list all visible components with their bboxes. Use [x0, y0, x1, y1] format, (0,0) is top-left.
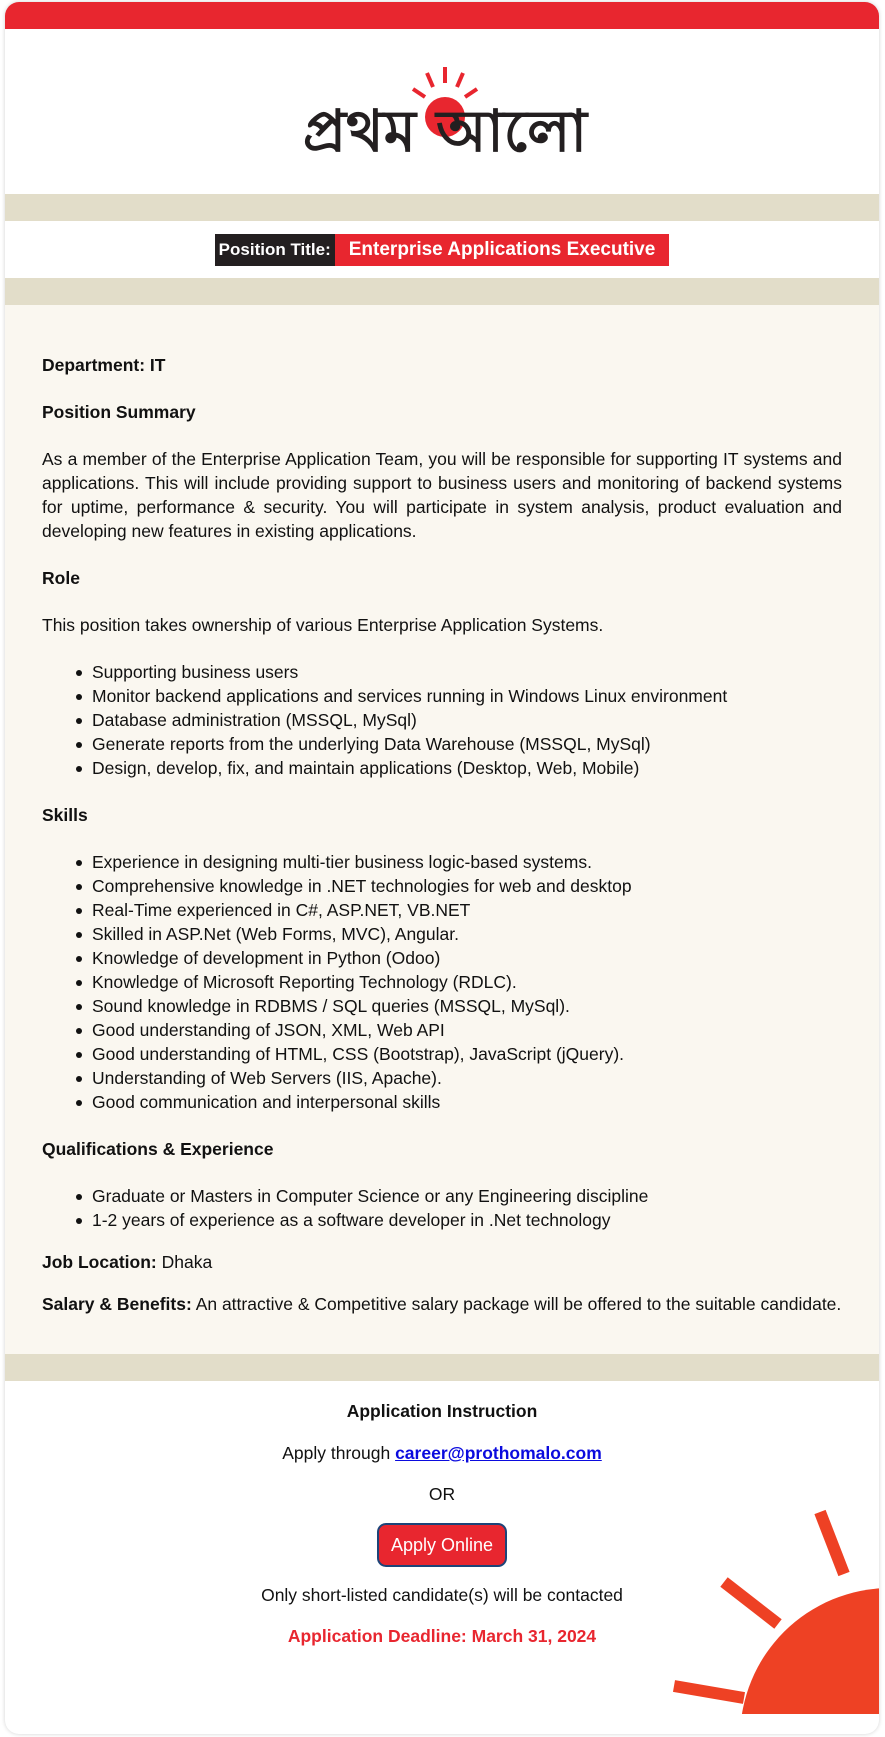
qualifications-heading: Qualifications & Experience	[42, 1139, 274, 1159]
divider-band	[5, 194, 879, 221]
summary-text: As a member of the Enterprise Application Team, you will be responsible for supporting IT systems and applications. This will include providing support to business users and monitoring of backend systems for uptime, performance & security. You will participate in system analysis, product evaluation and developing new features in existing applications.	[42, 449, 842, 541]
list-item: Real-Time experienced in C#, ASP.NET, VB.NET	[76, 898, 842, 922]
role-intro: This position takes ownership of various Enterprise Application Systems.	[42, 615, 604, 635]
divider-band	[5, 1354, 879, 1381]
role-list	[76, 660, 842, 780]
position-title-label: Position Title:	[215, 234, 335, 266]
job-description	[5, 305, 879, 1354]
list-item: Supporting business users	[76, 660, 842, 684]
apply-online-button[interactable]: Apply Online	[377, 1523, 507, 1567]
list-item: Design, develop, fix, and maintain applications (Desktop, Web, Mobile)	[76, 756, 842, 780]
svg-text:প্রথম আলো: প্রথম আলো	[302, 97, 588, 165]
career-email-link[interactable]: career@prothomalo.com	[395, 1443, 602, 1463]
list-item: Good communication and interpersonal skills	[76, 1090, 842, 1114]
list-item: 1-2 years of experience as a software developer in .Net technology	[76, 1208, 842, 1232]
salary-label: Salary & Benefits:	[42, 1294, 192, 1314]
list-item: Comprehensive knowledge in .NET technologies for web and desktop	[76, 874, 842, 898]
top-red-bar	[5, 2, 879, 29]
application-deadline: Application Deadline: March 31, 2024	[287, 1626, 597, 1646]
position-title-area	[5, 221, 879, 278]
list-item: Knowledge of development in Python (Odoo)	[76, 946, 842, 970]
or-text: OR	[428, 1484, 456, 1504]
list-item: Experience in designing multi-tier business logic-based systems.	[76, 850, 842, 874]
position-title-value: Enterprise Applications Executive	[335, 234, 670, 266]
list-item: Good understanding of HTML, CSS (Bootstrap), JavaScript (jQuery).	[76, 1042, 842, 1066]
shortlist-note: Only short-listed candidate(s) will be contacted	[261, 1585, 623, 1605]
list-item: Understanding of Web Servers (IIS, Apache).	[76, 1066, 842, 1090]
role-heading: Role	[42, 568, 80, 588]
skills-list	[76, 850, 842, 1114]
qualifications-list	[76, 1184, 842, 1232]
apply-through-line	[5, 1441, 879, 1465]
job-location-value: Dhaka	[161, 1252, 213, 1272]
job-location-label: Job Location:	[42, 1252, 157, 1272]
list-item: Skilled in ASP.Net (Web Forms, MVC), Angular.	[76, 922, 842, 946]
list-item: Sound knowledge in RDBMS / SQL queries (MSSQL, MySql).	[76, 994, 842, 1018]
prothom-alo-logo-icon	[255, 59, 635, 171]
list-item: Graduate or Masters in Computer Science or any Engineering discipline	[76, 1184, 842, 1208]
job-posting-card	[5, 2, 879, 1734]
list-item: Database administration (MSSQL, MySql)	[76, 708, 842, 732]
department-heading: Department: IT	[42, 355, 166, 375]
application-section	[5, 1381, 879, 1714]
list-item: Generate reports from the underlying Data Warehouse (MSSQL, MySql)	[76, 732, 842, 756]
skills-heading: Skills	[42, 805, 88, 825]
application-heading: Application Instruction	[346, 1401, 538, 1421]
divider-band	[5, 278, 879, 305]
position-title-badge	[215, 234, 670, 266]
list-item: Monitor backend applications and services running in Windows Linux environment	[76, 684, 842, 708]
list-item: Good understanding of JSON, XML, Web API	[76, 1018, 842, 1042]
salary-value: An attractive & Competitive salary package will be offered to the suitable candidate.	[195, 1294, 842, 1314]
logo-area	[5, 29, 879, 194]
apply-through-text: Apply through	[282, 1443, 396, 1463]
job-location	[42, 1250, 842, 1274]
summary-heading: Position Summary	[42, 402, 196, 422]
list-item: Knowledge of Microsoft Reporting Technology (RDLC).	[76, 970, 842, 994]
salary-benefits	[42, 1292, 842, 1316]
